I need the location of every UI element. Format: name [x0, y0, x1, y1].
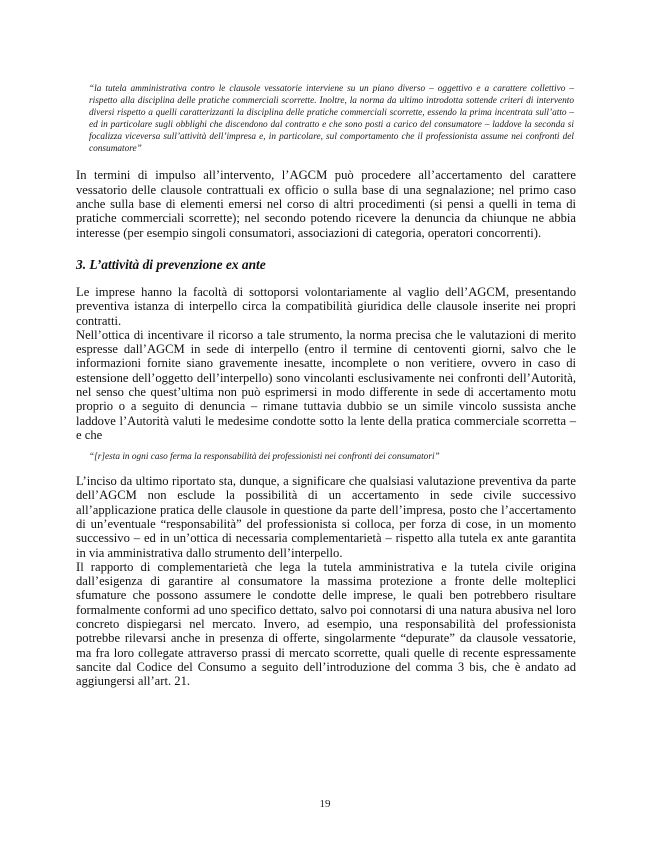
block-quote-agcm: “la tutela amministrativa contro le clausole vessatorie interviene su un piano diverso – oggettivo e a carattere collettivo – rispetto alla disciplina delle pratiche commerciali scorrette. Inoltre, la norma da ultimo introdotta sottende criteri di intervento diversi rispetto a quelli caratterizzanti la disciplina delle pratiche commerciali scorrette, essendo la prima incentrata sull’atto – ed in particolare sugli obblighi che discendono dal contratto e che sono posti a carico del consumatore – laddove la seconda si focalizza viceversa sull’attività dell’impresa e, in particolare, sul comportamento che il professionista assume nei confronti del consumatore”	[89, 84, 574, 154]
page-number: 19	[319, 798, 331, 810]
section-heading: 3. L’attività di prevenzione ex ante	[76, 256, 266, 272]
block-quote-responsabilita: “[r]esta in ogni caso ferma la responsabilità dei professionisti nei confronti dei consumatori”	[89, 452, 440, 463]
paragraph-impulso: In termini di impulso all’intervento, l’AGCM può procedere all’accertamento del carattere vessatorio delle clausole contrattuali ex officio o sulla base di una segnalazione; nel primo caso anche sulla base di elementi emersi nel corso di altri procedimenti (si pensi a quelli in tema di pratiche commerciali scorrette); nel secondo potendo ricevere la denuncia da chiunque ne abbia interesse (per esempio singoli consumatori, associazioni di categoria, operatori concorrenti).	[76, 168, 576, 240]
paragraph-interpello: Le imprese hanno la facoltà di sottoporsi volontariamente al vaglio dell’AGCM, presentando preventiva istanza di interpello circa la compatibilità giuridica delle clausole inserite nei propri contratti.	[76, 284, 576, 328]
paragraph-inciso: L’inciso da ultimo riportato sta, dunque, a significare che qualsiasi valutazione preventiva da parte dell’AGCM non esclude la possibilità di un accertamento in sede civile successivo all’applicazione pratica delle clausole in questione da parte dell’impresa, posto che l’accertamento di un’eventuale “responsabilità” del professionista si colloca, per forza di cose, in un momento successivo – ed in un’ottica di necessaria complementarietà – rispetto alla tutela ex ante garantita in via amministrativa dallo strumento dell’interpello.	[76, 474, 576, 560]
page-content	[76, 84, 576, 689]
paragraph-complementarieta: Il rapporto di complementarietà che lega la tutela amministrativa e la tutela civile origina dall’esigenza di garantire al consumatore la massima protezione a fronte delle molteplici sfumature che possono assumere le condotte delle imprese, le quali ben potrebbero risultare formalmente conformi ad uno specifico dettato, salvo poi connotarsi di una natura abusiva nel loro concreto dispiegarsi nel mercato. Invero, ad esempio, una responsabilità del professionista potrebbe rilevarsi anche in presenza di offerte, singolarmente “depurate” da clausole vessatorie, ma fra loro collegate attraverso prassi di mercato scorrette, quali quelle di recente espressamente sancite dal Codice del Consumo a seguito dell’introduzione del comma 3 bis, che è andato ad aggiungersi all’art. 21.	[76, 559, 576, 689]
paragraph-valutazioni: Nell’ottica di incentivare il ricorso a tale strumento, la norma precisa che le valutazioni di merito espresse dall’AGCM in sede di interpello (entro il termine di centoventi giorni, salvo che le informazioni fornite siano gravemente inesatte, incomplete o non veritiere, ovvero in caso di estensione dell’oggetto dell’interpello) sono vincolanti esclusivamente nei confronti dell’Autorità, nel senso che quest’ultima non può esprimersi in modo differente in sede di accertamento motu proprio o a seguito di denuncia – rimane tuttavia dubbio se un simile vincolo sussista anche laddove l’Autorità valuti le medesime condotte sotto la lente della pratica commerciale scorretta – e che	[76, 327, 576, 442]
